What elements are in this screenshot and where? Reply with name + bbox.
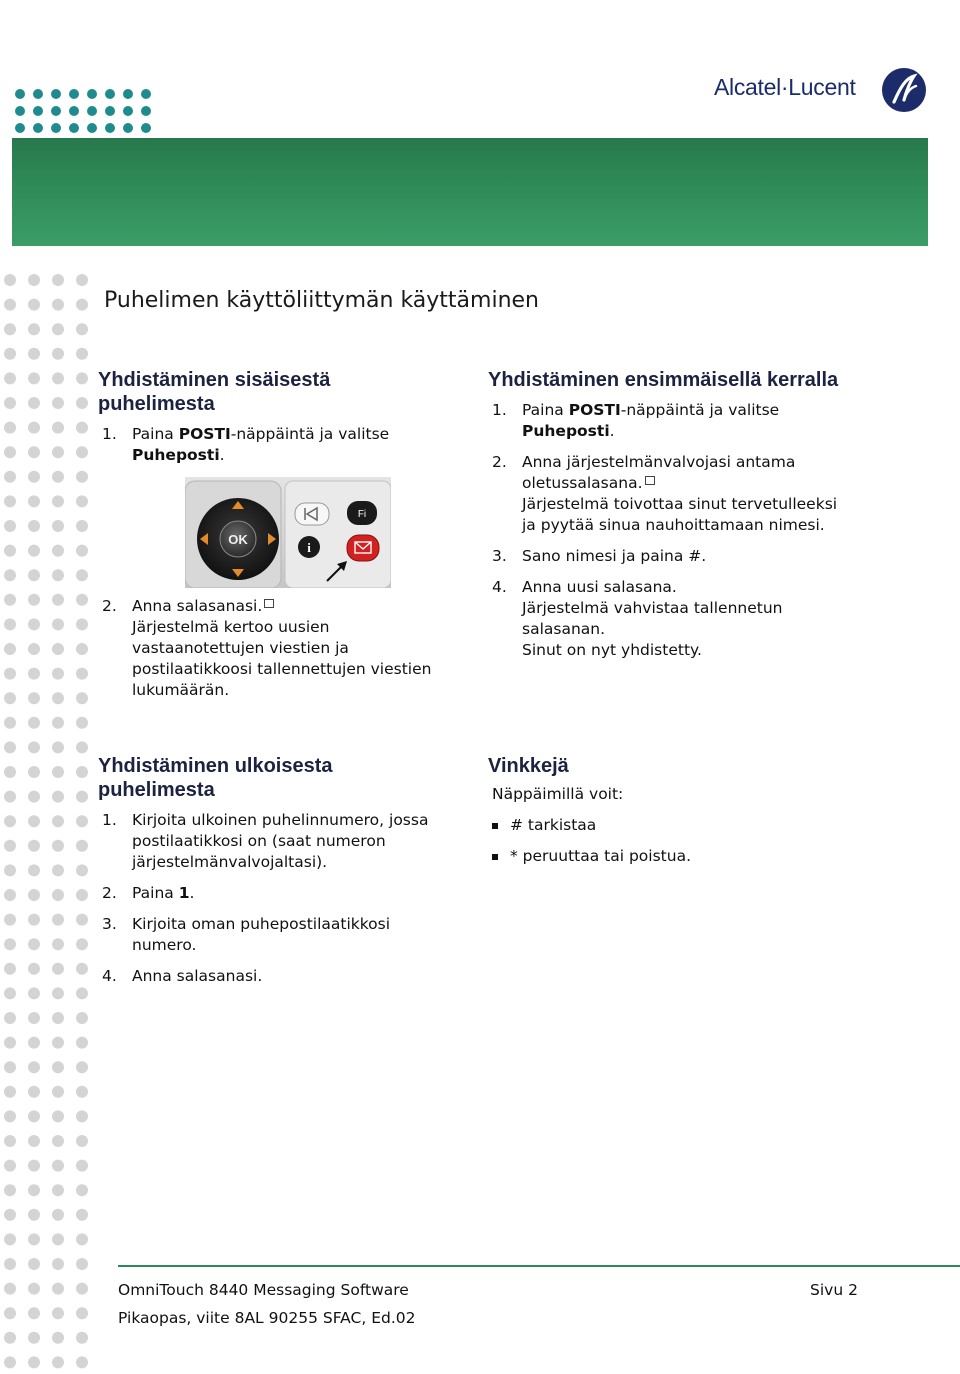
decorative-dot xyxy=(76,692,88,704)
decorative-dot xyxy=(4,422,16,434)
section-heading xyxy=(98,754,468,802)
decorative-dot xyxy=(4,495,16,507)
decorative-dot xyxy=(87,89,97,99)
decorative-dot xyxy=(76,1061,88,1073)
decorative-dot xyxy=(28,1307,40,1319)
step-item xyxy=(488,452,908,536)
decorative-dot xyxy=(28,815,40,827)
decorative-dot xyxy=(76,717,88,729)
decorative-dot xyxy=(4,520,16,532)
decorative-dot xyxy=(76,569,88,581)
decorative-dot xyxy=(4,1233,16,1245)
decorative-dot xyxy=(52,1086,64,1098)
steps-list xyxy=(98,424,468,466)
option-name: Puheposti xyxy=(522,422,610,440)
decorative-dot xyxy=(52,692,64,704)
section-internal-step2 xyxy=(98,596,468,711)
key-name: 1 xyxy=(178,884,190,902)
decorative-dot xyxy=(4,1037,16,1049)
steps-list xyxy=(98,596,468,701)
decorative-dot xyxy=(4,1135,16,1147)
note-icon xyxy=(264,599,274,608)
step-number: 4. xyxy=(492,578,507,596)
decorative-dot xyxy=(76,372,88,384)
heading-line: puhelimesta xyxy=(98,779,215,801)
side-dot-pattern xyxy=(0,270,96,1374)
decorative-dot xyxy=(15,123,25,133)
heading-line: Yhdistäminen sisäisestä xyxy=(98,369,331,391)
decorative-dot xyxy=(52,446,64,458)
option-name: Puheposti xyxy=(132,446,220,464)
fi-key-label: Fi xyxy=(357,509,367,520)
tips-list xyxy=(488,815,908,867)
decorative-dot xyxy=(4,618,16,630)
section-internal-phone xyxy=(98,368,468,476)
decorative-dot xyxy=(28,1012,40,1024)
decorative-dot xyxy=(52,914,64,926)
steps-list xyxy=(98,810,468,987)
decorative-dot xyxy=(4,299,16,311)
info-key-label: i xyxy=(307,540,311,555)
decorative-dot xyxy=(4,963,16,975)
decorative-dot xyxy=(76,495,88,507)
decorative-dot xyxy=(4,987,16,999)
step-text: ja pyytää sinua nauhoittamaan nimesi. xyxy=(522,516,825,534)
decorative-dot xyxy=(28,520,40,532)
decorative-dot xyxy=(28,471,40,483)
footer-product: OmniTouch 8440 Messaging Software xyxy=(118,1281,409,1299)
decorative-dot xyxy=(76,1332,88,1344)
decorative-dot xyxy=(123,123,133,133)
decorative-dot xyxy=(76,397,88,409)
decorative-dot xyxy=(141,106,151,116)
decorative-dot xyxy=(28,1209,40,1221)
decorative-dot xyxy=(69,123,79,133)
decorative-dot xyxy=(4,274,16,286)
step-item xyxy=(98,883,468,904)
decorative-dot xyxy=(28,1160,40,1172)
decorative-dot xyxy=(76,668,88,680)
step-item xyxy=(98,914,468,956)
decorative-dot xyxy=(28,569,40,581)
decorative-dot xyxy=(28,1332,40,1344)
heading-line: Yhdistäminen ulkoisesta xyxy=(98,755,333,777)
section-heading: Vinkkejä xyxy=(488,755,569,777)
step-text: Kirjoita ulkoinen puhelinnumero, jossa xyxy=(132,811,429,829)
decorative-dot xyxy=(52,594,64,606)
decorative-dot xyxy=(52,766,64,778)
decorative-dot xyxy=(28,274,40,286)
brand-logo xyxy=(714,66,928,114)
decorative-dot xyxy=(52,569,64,581)
step-text: vastaanotettujen viestien ja xyxy=(132,639,349,657)
step-text: Järjestelmä kertoo uusien xyxy=(132,618,330,636)
decorative-dot xyxy=(28,938,40,950)
step-item xyxy=(98,810,468,873)
decorative-dot xyxy=(76,1233,88,1245)
decorative-dot xyxy=(141,89,151,99)
step-item xyxy=(488,400,908,442)
decorative-dot xyxy=(76,1258,88,1270)
step-text: Sinut on nyt yhdistetty. xyxy=(522,641,702,659)
decorative-dot xyxy=(52,372,64,384)
decorative-dot xyxy=(28,1135,40,1147)
decorative-dot xyxy=(76,864,88,876)
step-number: 4. xyxy=(102,967,117,985)
decorative-dot xyxy=(52,889,64,901)
decorative-dot xyxy=(76,987,88,999)
decorative-dot xyxy=(52,864,64,876)
decorative-dot xyxy=(52,1135,64,1147)
decorative-dot xyxy=(105,123,115,133)
decorative-dot xyxy=(76,741,88,753)
decorative-dot xyxy=(52,987,64,999)
decorative-dot xyxy=(28,1233,40,1245)
decorative-dot xyxy=(76,938,88,950)
decorative-dot xyxy=(4,1012,16,1024)
decorative-dot xyxy=(33,123,43,133)
decorative-dot xyxy=(4,1356,16,1368)
decorative-dot xyxy=(76,889,88,901)
section-external-phone xyxy=(98,754,468,997)
decorative-dot xyxy=(123,106,133,116)
decorative-dot xyxy=(28,741,40,753)
decorative-dot xyxy=(76,323,88,335)
step-number: 2. xyxy=(102,884,117,902)
decorative-dot xyxy=(76,1012,88,1024)
step-text: Paina xyxy=(132,425,179,443)
decorative-dot xyxy=(4,692,16,704)
decorative-dot xyxy=(28,914,40,926)
decorative-dot xyxy=(4,545,16,557)
decorative-dot xyxy=(4,766,16,778)
decorative-dot xyxy=(76,299,88,311)
decorative-dot xyxy=(52,1160,64,1172)
step-text: Järjestelmä toivottaa sinut tervetulleeksi xyxy=(522,495,838,513)
step-text: Järjestelmä vahvistaa tallennetun xyxy=(522,599,783,617)
decorative-dot xyxy=(123,89,133,99)
decorative-dot xyxy=(4,938,16,950)
decorative-dot xyxy=(28,1061,40,1073)
step-number: 1. xyxy=(492,401,507,419)
decorative-dot xyxy=(4,791,16,803)
key-name: POSTI xyxy=(178,425,231,443)
step-number: 1. xyxy=(102,425,117,443)
decorative-dot xyxy=(52,938,64,950)
decorative-dot xyxy=(4,1184,16,1196)
decorative-dot xyxy=(4,668,16,680)
decorative-dot xyxy=(76,1307,88,1319)
decorative-dot xyxy=(28,348,40,360)
decorative-dot xyxy=(28,987,40,999)
step-text: Anna salasanasi. xyxy=(132,967,263,985)
step-text: postilaatikkosi on (saat numeron xyxy=(132,832,386,850)
section-heading xyxy=(98,368,468,416)
decorative-dot xyxy=(52,397,64,409)
section-tips xyxy=(488,754,908,877)
decorative-dot xyxy=(76,1160,88,1172)
decorative-dot xyxy=(105,89,115,99)
decorative-dot xyxy=(52,840,64,852)
decorative-dot xyxy=(28,545,40,557)
decorative-dot xyxy=(52,1184,64,1196)
decorative-dot xyxy=(4,471,16,483)
decorative-dot xyxy=(52,299,64,311)
decorative-dot xyxy=(28,840,40,852)
step-number: 3. xyxy=(102,915,117,933)
decorative-dot xyxy=(4,643,16,655)
step-text: numero. xyxy=(132,936,197,954)
tip-item xyxy=(488,846,908,867)
decorative-dot xyxy=(4,1160,16,1172)
decorative-dot xyxy=(28,446,40,458)
decorative-dot xyxy=(4,372,16,384)
decorative-dot xyxy=(76,422,88,434)
decorative-dot xyxy=(76,471,88,483)
decorative-dot xyxy=(52,520,64,532)
decorative-dot xyxy=(33,89,43,99)
decorative-dot xyxy=(4,717,16,729)
decorative-dot xyxy=(51,123,61,133)
decorative-dot xyxy=(52,495,64,507)
decorative-dot xyxy=(4,323,16,335)
footer-reference: Pikaopas, viite 8AL 90255 SFAC, Ed.02 xyxy=(118,1309,416,1327)
decorative-dot xyxy=(15,89,25,99)
header-banner xyxy=(12,138,928,246)
decorative-dot xyxy=(4,1332,16,1344)
decorative-dot xyxy=(4,1307,16,1319)
decorative-dot xyxy=(76,1283,88,1295)
decorative-dot xyxy=(52,1209,64,1221)
decorative-dot xyxy=(76,446,88,458)
decorative-dot xyxy=(4,889,16,901)
decorative-dot xyxy=(52,717,64,729)
step-number: 1. xyxy=(102,811,117,829)
decorative-dot xyxy=(4,741,16,753)
decorative-dot xyxy=(52,1061,64,1073)
step-text: Paina xyxy=(132,884,179,902)
step-text: . xyxy=(219,446,225,464)
step-text: . xyxy=(609,422,615,440)
step-text: Sano nimesi ja paina #. xyxy=(522,547,707,565)
decorative-dot xyxy=(52,1258,64,1270)
decorative-dot xyxy=(52,668,64,680)
decorative-dot xyxy=(51,106,61,116)
decorative-dot xyxy=(76,545,88,557)
decorative-dot xyxy=(4,1061,16,1073)
decorative-dot xyxy=(52,1110,64,1122)
decorative-dot xyxy=(28,594,40,606)
step-text: . xyxy=(189,884,195,902)
decorative-dot xyxy=(76,1037,88,1049)
decorative-dot xyxy=(28,299,40,311)
note-icon xyxy=(645,476,655,485)
decorative-dot xyxy=(28,668,40,680)
alcatel-lucent-logo-icon xyxy=(880,66,928,114)
decorative-dot xyxy=(52,791,64,803)
decorative-dot xyxy=(141,123,151,133)
step-text: salasanan. xyxy=(522,620,606,638)
decorative-dot xyxy=(28,1283,40,1295)
decorative-dot xyxy=(52,545,64,557)
decorative-dot xyxy=(4,1283,16,1295)
decorative-dot xyxy=(76,840,88,852)
decorative-dot xyxy=(87,123,97,133)
step-text: -näppäintä ja valitse xyxy=(620,401,780,419)
decorative-dot xyxy=(28,889,40,901)
step-text: Anna uusi salasana. xyxy=(522,578,677,596)
footer-page-number: Sivu 2 xyxy=(810,1281,858,1299)
decorative-dot xyxy=(28,397,40,409)
step-item xyxy=(98,424,468,466)
decorative-dot xyxy=(28,1184,40,1196)
decorative-dot xyxy=(76,520,88,532)
decorative-dot xyxy=(87,106,97,116)
decorative-dot xyxy=(52,1037,64,1049)
decorative-dot xyxy=(52,422,64,434)
decorative-dot xyxy=(28,717,40,729)
section-heading: Yhdistäminen ensimmäisellä kerralla xyxy=(488,369,839,391)
decorative-dot xyxy=(4,397,16,409)
step-text: lukumäärän. xyxy=(132,681,230,699)
decorative-dot xyxy=(76,963,88,975)
decorative-dot xyxy=(52,1283,64,1295)
step-text: Paina xyxy=(522,401,569,419)
decorative-dot xyxy=(28,766,40,778)
decorative-dot xyxy=(52,1012,64,1024)
decorative-dot xyxy=(15,106,25,116)
decorative-dot xyxy=(28,692,40,704)
step-number: 2. xyxy=(102,597,117,615)
step-item xyxy=(488,546,908,567)
decorative-dot xyxy=(33,106,43,116)
decorative-dot xyxy=(76,1086,88,1098)
decorative-dot xyxy=(76,815,88,827)
step-item xyxy=(98,966,468,987)
decorative-dot xyxy=(28,864,40,876)
decorative-dot xyxy=(4,446,16,458)
footer-divider xyxy=(118,1265,960,1267)
step-text: Anna salasanasi. xyxy=(132,597,263,615)
decorative-dot xyxy=(4,815,16,827)
decorative-dot xyxy=(4,594,16,606)
decorative-dot xyxy=(28,323,40,335)
section-first-time xyxy=(488,368,908,671)
step-text: järjestelmänvalvojaltasi). xyxy=(132,853,328,871)
decorative-dot xyxy=(52,471,64,483)
decorative-dot xyxy=(28,618,40,630)
decorative-dot xyxy=(28,372,40,384)
decorative-dot xyxy=(76,791,88,803)
step-number: 3. xyxy=(492,547,507,565)
decorative-dot xyxy=(52,1307,64,1319)
decorative-dot xyxy=(28,1110,40,1122)
decorative-dot xyxy=(4,1110,16,1122)
decorative-dot xyxy=(4,914,16,926)
decorative-dot xyxy=(52,963,64,975)
step-text: -näppäintä ja valitse xyxy=(230,425,390,443)
decorative-dot xyxy=(51,89,61,99)
decorative-dot xyxy=(69,89,79,99)
decorative-dot xyxy=(4,569,16,581)
decorative-dot xyxy=(4,1209,16,1221)
decorative-dot xyxy=(76,914,88,926)
decorative-dot xyxy=(28,643,40,655)
decorative-dot xyxy=(4,864,16,876)
decorative-dot xyxy=(4,348,16,360)
brand-name: Alcatel·Lucent xyxy=(714,74,856,100)
decorative-dot xyxy=(76,766,88,778)
decorative-dot xyxy=(4,840,16,852)
ok-key-label: OK xyxy=(228,532,248,547)
step-number: 2. xyxy=(492,453,507,471)
decorative-dot xyxy=(52,274,64,286)
decorative-dot xyxy=(105,106,115,116)
decorative-dot xyxy=(76,618,88,630)
decorative-dot xyxy=(76,1110,88,1122)
decorative-dot xyxy=(52,348,64,360)
decorative-dot xyxy=(76,1356,88,1368)
decorative-dot xyxy=(28,495,40,507)
decorative-dot xyxy=(52,643,64,655)
key-name: POSTI xyxy=(568,401,621,419)
decorative-dot xyxy=(52,1233,64,1245)
decorative-dot xyxy=(28,1356,40,1368)
steps-list xyxy=(488,400,908,661)
bullet-icon xyxy=(492,823,498,829)
decorative-dot xyxy=(28,1258,40,1270)
decorative-dot xyxy=(76,594,88,606)
bullet-icon xyxy=(492,854,498,860)
decorative-dot xyxy=(52,1356,64,1368)
decorative-dot xyxy=(28,422,40,434)
decorative-dot xyxy=(52,815,64,827)
tip-text: # tarkistaa xyxy=(510,816,597,834)
step-text: postilaatikkoosi tallennettujen viestien xyxy=(132,660,432,678)
phone-keypad-image xyxy=(185,477,391,588)
step-text: Anna järjestelmänvalvojasi antama xyxy=(522,453,796,471)
decorative-dot xyxy=(28,791,40,803)
page-title: Puhelimen käyttöliittymän käyttäminen xyxy=(104,288,540,313)
decorative-dot xyxy=(76,1209,88,1221)
tips-intro: Näppäimillä voit: xyxy=(492,785,624,803)
heading-line: puhelimesta xyxy=(98,393,215,415)
tip-item xyxy=(488,815,908,836)
decorative-dot xyxy=(28,1037,40,1049)
decorative-dot xyxy=(4,1086,16,1098)
step-item xyxy=(488,577,908,661)
decorative-dot xyxy=(52,323,64,335)
decorative-dot xyxy=(76,274,88,286)
decorative-dot xyxy=(28,1086,40,1098)
decorative-dot xyxy=(76,1184,88,1196)
step-text: Kirjoita oman puhepostilaatikkosi xyxy=(132,915,391,933)
decorative-dot xyxy=(52,741,64,753)
decorative-dot xyxy=(52,1332,64,1344)
tip-text: * peruuttaa tai poistua. xyxy=(510,847,691,865)
decorative-dot xyxy=(76,1135,88,1147)
decorative-dot xyxy=(52,618,64,630)
decorative-dot xyxy=(69,106,79,116)
decorative-dot xyxy=(76,348,88,360)
decorative-dot xyxy=(28,963,40,975)
step-text: oletussalasana. xyxy=(522,474,643,492)
step-item xyxy=(98,596,468,701)
decorative-dot xyxy=(76,643,88,655)
decorative-dot xyxy=(4,1258,16,1270)
